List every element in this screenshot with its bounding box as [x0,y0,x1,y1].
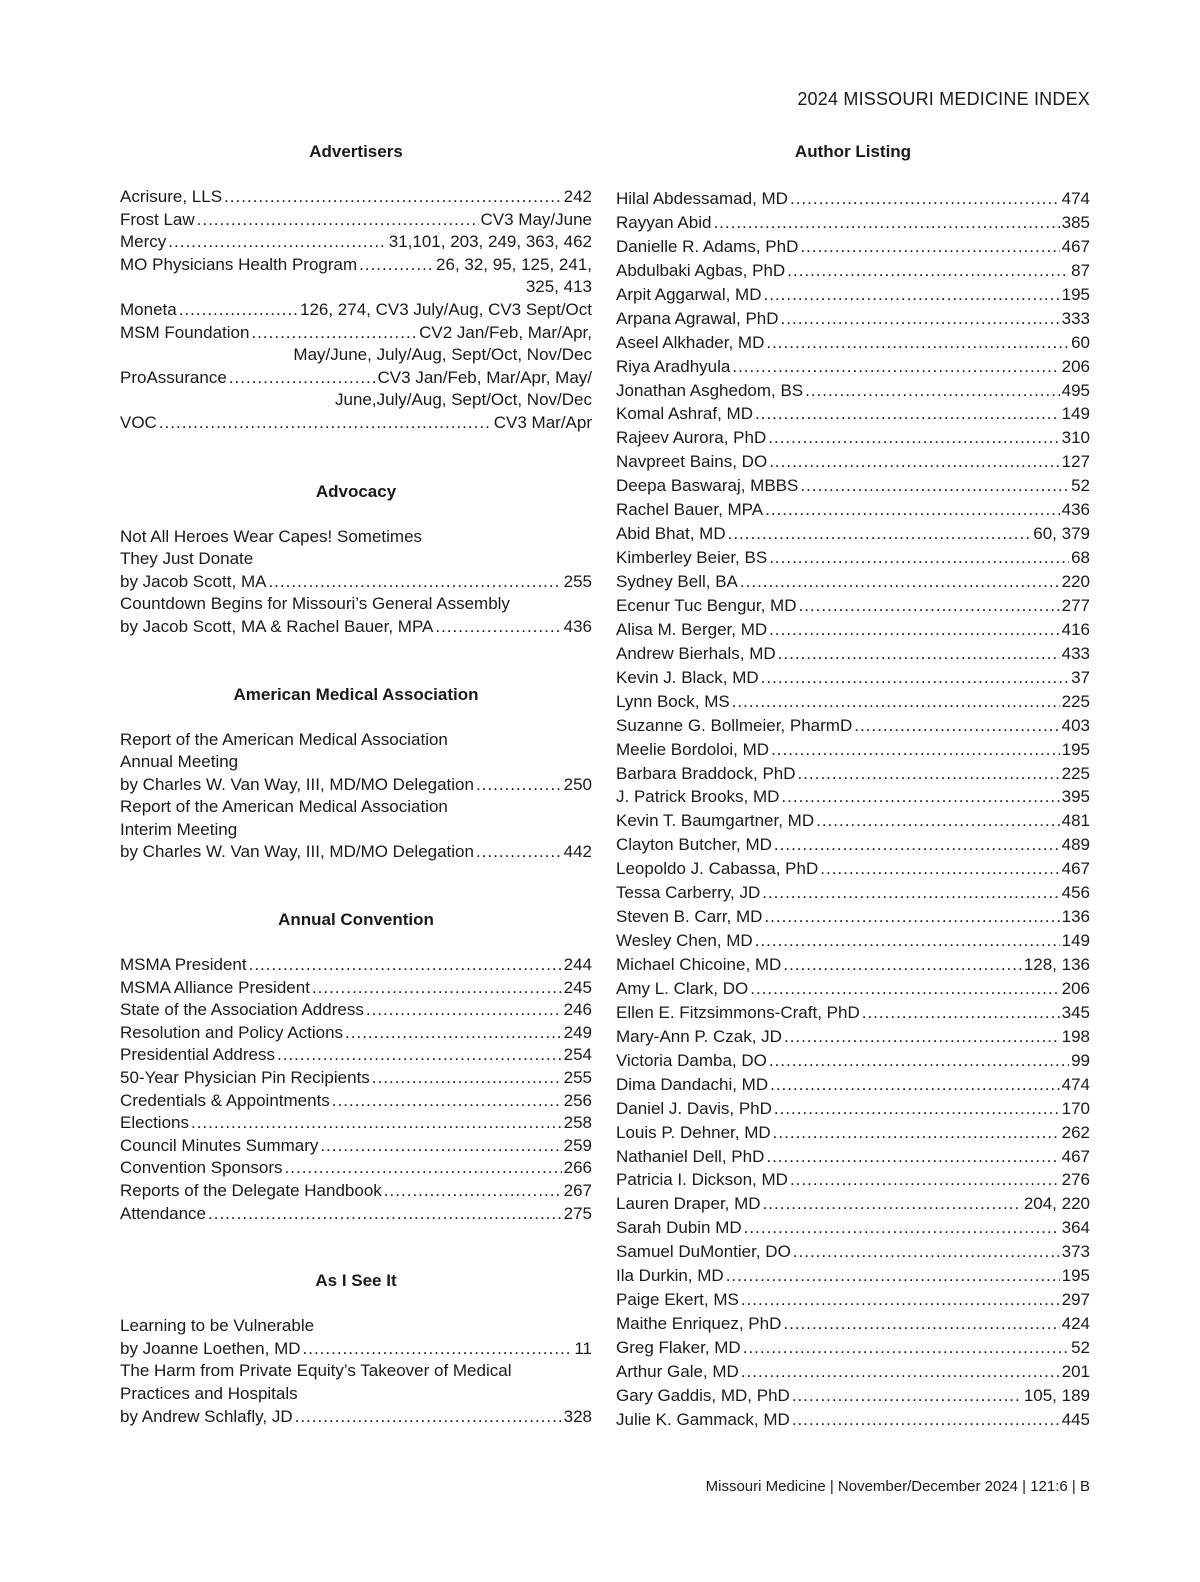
author-page: 433 [1061,643,1090,663]
author-entry [616,187,1090,211]
author-name: Lynn Bock, MS [616,691,730,711]
article-title-line: Report of the American Medical Association [120,797,448,817]
author-name: Daniel J. Davis, PhD [616,1098,772,1118]
list-item: ProAssurance ..... CV3 Jan/Feb, Mar/Apr, May/ [120,367,592,390]
article-byline: by Andrew Schlafly, JD ..... 328 [120,1406,592,1429]
list-item: Attendance ..... 275 [120,1203,592,1226]
article-title-line: The Harm from Private Equity’s Takeover of Medical [120,1361,512,1381]
author-entry [616,1408,1090,1432]
author-name: Rajeev Aurora, PhD [616,428,767,448]
author-entry [616,714,1090,738]
author-page: 204, 220 [1023,1194,1090,1214]
author-page: 474 [1061,1074,1090,1094]
author-name: Deepa Baswaraj, MBBS [616,476,799,496]
author-name: Kimberley Beier, BS [616,548,768,568]
author-name: Sarah Dubin MD [616,1218,742,1238]
author-page: 206 [1061,978,1090,998]
author-name: Samuel DuMontier, DO [616,1242,791,1262]
list-item: MSM Foundation ..... CV2 Jan/Feb, Mar/Apr, [120,322,592,345]
author-page: 495 [1061,380,1090,400]
author-page: 489 [1061,835,1090,855]
author-page: 297 [1061,1290,1090,1310]
author-page: 276 [1061,1170,1090,1190]
advocacy-list [120,526,592,639]
author-entry [616,379,1090,403]
author-name: Lauren Draper, MD [616,1194,761,1214]
author-name: Komal Ashraf, MD [616,404,753,424]
author-entry [616,618,1090,642]
author-name: Clayton Butcher, MD [616,835,772,855]
author-name: Barbara Braddock, PhD [616,763,796,783]
author-entry [616,1336,1090,1360]
author-entry [616,594,1090,618]
author-name: Andrew Bierhals, MD [616,643,776,663]
author-page: 198 [1061,1026,1090,1046]
list-item: Presidential Address ..... 254 [120,1044,592,1067]
author-entry [616,235,1090,259]
author-page: 467 [1061,236,1090,256]
author-page: 127 [1061,452,1090,472]
author-entry [616,833,1090,857]
article-byline: by Charles W. Van Way, III, MD/MO Delegation ..... 442 [120,841,592,864]
author-name: Abid Bhat, MD [616,524,726,544]
author-page: 68 [1071,548,1090,568]
list-item: Credentials & Appointments ..... 256 [120,1090,592,1113]
page-footer: Missouri Medicine | November/December 2024 | 121:6 | B [705,1478,1090,1495]
author-name: Arpana Agrawal, PhD [616,308,779,328]
list-item: Moneta ..... 126, 274, CV3 July/Aug, CV3 Sept/Oct [120,299,592,322]
list-item: Reports of the Delegate Handbook ..... 267 [120,1180,592,1203]
page-header: 2024 MISSOURI MEDICINE INDEX [797,89,1090,109]
author-name: Leopoldo J. Cabassa, PhD [616,859,819,879]
author-name: Gary Gaddis, MD, PhD [616,1385,790,1405]
author-entry [616,1192,1090,1216]
author-entry [616,426,1090,450]
list-item: Elections ..... 258 [120,1112,592,1135]
author-name: Maithe Enriquez, PhD [616,1314,782,1334]
author-entry [616,905,1090,929]
author-page: 201 [1061,1361,1090,1381]
author-page: 37 [1071,667,1090,687]
author-page: 99 [1071,1050,1090,1070]
list-item: Convention Sponsors ..... 266 [120,1157,592,1180]
author-page: 445 [1061,1409,1090,1429]
right-column [616,140,1090,1432]
author-name: Louis P. Dehner, MD [616,1122,771,1142]
author-name: Dima Dandachi, MD [616,1074,769,1094]
author-entry [616,1312,1090,1336]
author-page: 60 [1071,332,1090,352]
author-entry [616,642,1090,666]
author-page: 436 [1061,500,1090,520]
author-page: 467 [1061,859,1090,879]
list-item-continuation: 325, 413 [525,277,592,297]
author-page: 333 [1061,308,1090,328]
author-entry [616,690,1090,714]
author-entry [616,953,1090,977]
author-entry [616,738,1090,762]
author-name: Ila Durkin, MD [616,1266,724,1286]
author-page: 277 [1061,595,1090,615]
section-title-advertisers: Advertisers [309,142,403,161]
author-entry [616,857,1090,881]
author-name: Victoria Damba, DO [616,1050,767,1070]
author-page: 149 [1061,404,1090,424]
author-page: 60, 379 [1033,524,1090,544]
author-name: Michael Chicoine, MD [616,955,782,974]
list-item-continuation: May/June, July/Aug, Sept/Oct, Nov/Dec [293,345,592,365]
article-byline: by Jacob Scott, MA ..... 255 [120,571,592,594]
author-entry [616,570,1090,594]
section-title-ama: American Medical Association [233,684,479,704]
section-title-as-i-see-it: As I See It [315,1271,397,1291]
author-name: Abdulbaki Agbas, PhD [616,260,786,280]
article-title-line: Not All Heroes Wear Capes! Sometimes [120,526,423,546]
author-name: Amy L. Clark, DO [616,978,749,998]
author-name: Rachel Bauer, MPA [616,500,764,520]
author-name: Ecenur Tuc Bengur, MD [616,595,797,615]
list-item: State of the Association Address ..... 246 [120,999,592,1022]
list-item: MSMA President ..... 244 [120,954,592,977]
list-item-continuation: June,July/Aug, Sept/Oct, Nov/Dec [334,390,592,410]
author-page: 195 [1061,284,1090,304]
author-entry [616,1288,1090,1312]
article-title-line: Learning to be Vulnerable [120,1316,315,1336]
author-entry [616,1360,1090,1384]
author-page: 395 [1061,787,1090,807]
section-title-convention: Annual Convention [278,910,434,930]
list-item: VOC ..... CV3 Mar/Apr [120,412,592,435]
author-page: 467 [1061,1146,1090,1166]
author-entry [616,402,1090,426]
author-page: 456 [1061,883,1090,903]
author-page: 136 [1061,907,1090,927]
article-title-line: They Just Donate [120,549,254,569]
ama-list [120,729,592,865]
author-entry [616,283,1090,307]
author-name: Danielle R. Adams, PhD [616,236,799,256]
author-name: Meelie Bordoloi, MD [616,739,770,759]
author-name: Wesley Chen, MD [616,931,753,951]
author-entry [616,809,1090,833]
author-entry [616,929,1090,953]
author-entry [616,522,1090,546]
author-page: 310 [1061,428,1090,448]
author-page: 52 [1071,1338,1090,1357]
author-name: Suzanne G. Bollmeier, PharmD [616,715,853,735]
left-column [120,140,592,1428]
author-name: Kevin T. Baumgartner, MD [616,811,815,831]
author-entry [616,881,1090,905]
author-entry [616,211,1090,235]
author-name: Patricia I. Dickson, MD [616,1170,788,1190]
author-name: Jonathan Asghedom, BS [616,380,804,400]
article-byline: by Charles W. Van Way, III, MD/MO Delegation ..... 250 [120,774,592,797]
author-entry [616,546,1090,570]
author-page: 87 [1071,260,1090,280]
author-entry [616,450,1090,474]
article-title-line: Practices and Hospitals [120,1383,298,1403]
author-name: Ellen E. Fitzsimmons-Craft, PhD [616,1002,860,1022]
author-name: Navpreet Bains, DO [616,452,768,472]
author-entry [616,1097,1090,1121]
author-page: 149 [1061,931,1090,951]
list-item: MO Physicians Health Program ..... 26, 32, 95, 125, 241, [120,254,592,277]
author-page: 206 [1061,356,1090,376]
author-entry [616,1384,1090,1408]
author-name: Alisa M. Berger, MD [616,619,768,639]
author-page: 385 [1061,212,1090,232]
advertisers-list [120,186,592,435]
author-entry [616,498,1090,522]
author-entry [616,474,1090,498]
author-page: 170 [1061,1098,1090,1118]
as-i-see-it-list [120,1315,592,1428]
article-title-line: Countdown Begins for Missouri’s General Assembly [120,594,510,614]
author-name: Arthur Gale, MD [616,1361,739,1381]
author-page: 474 [1061,189,1090,208]
author-entry [616,1121,1090,1145]
list-item: Frost Law ..... CV3 May/June [120,209,592,232]
author-page: 128, 136 [1023,955,1090,974]
author-entry [616,1025,1090,1049]
author-name: Arpit Aggarwal, MD [616,284,762,304]
article-title-line: Annual Meeting [120,752,239,772]
author-entry [616,331,1090,355]
author-name: Riya Aradhyula [616,356,731,376]
author-entry [616,1145,1090,1169]
author-name: Paige Ekert, MS [616,1290,739,1310]
author-entry [616,666,1090,690]
author-name: Sydney Bell, BA [616,572,738,591]
section-title-advocacy: Advocacy [315,481,397,501]
author-page: 262 [1061,1122,1090,1142]
author-name: Nathaniel Dell, PhD [616,1146,765,1166]
author-page: 195 [1061,1266,1090,1286]
list-item: Mercy ..... 31,101, 203, 249, 363, 462 [120,231,592,254]
author-name: Kevin J. Black, MD [616,667,759,687]
author-entry [616,259,1090,283]
author-entry [616,307,1090,331]
author-name: Steven B. Carr, MD [616,907,763,927]
author-page: 195 [1061,739,1090,759]
author-entry [616,1001,1090,1025]
author-page: 225 [1061,763,1090,783]
author-entry [616,977,1090,1001]
author-name: J. Patrick Brooks, MD [616,787,780,807]
author-page: 345 [1061,1002,1090,1022]
author-entry [616,1264,1090,1288]
section-title-author-listing: Author Listing [794,142,912,161]
author-name: Rayyan Abid [616,212,712,232]
article-byline: by Jacob Scott, MA & Rachel Bauer, MPA ..... 436 [120,616,592,639]
author-name: Julie K. Gammack, MD [616,1409,790,1429]
author-entry [616,1216,1090,1240]
author-entry [616,762,1090,786]
author-page: 105, 189 [1023,1385,1090,1405]
author-name: Aseel Alkhader, MD [616,332,765,352]
author-page: 481 [1061,811,1090,831]
author-entry [616,785,1090,809]
author-entry [616,1240,1090,1264]
article-title-line: Interim Meeting [120,819,238,839]
list-item: Council Minutes Summary ..... 259 [120,1135,592,1158]
author-page: 373 [1061,1242,1090,1262]
author-entry [616,355,1090,379]
author-name: Mary-Ann P. Czak, JD [616,1026,782,1046]
author-name: Greg Flaker, MD [616,1338,741,1357]
author-page: 403 [1061,715,1090,735]
author-page: 220 [1061,572,1090,591]
author-page: 416 [1061,619,1090,639]
author-page: 52 [1071,476,1090,496]
article-byline: by Joanne Loethen, MD ..... 11 [120,1338,592,1361]
author-entry [616,1073,1090,1097]
list-item: 50-Year Physician Pin Recipients ..... 255 [120,1067,592,1090]
author-name: Tessa Carberry, JD [616,883,761,903]
list-item: MSMA Alliance President ..... 245 [120,977,592,1000]
author-entry [616,1168,1090,1192]
list-item: Resolution and Policy Actions ..... 249 [120,1022,592,1045]
author-page: 424 [1061,1314,1090,1334]
list-item: Acrisure, LLS ..... 242 [120,186,592,209]
author-entry [616,1049,1090,1073]
author-list [616,187,1090,1432]
article-title-line: Report of the American Medical Association [120,729,448,749]
author-page: 225 [1061,691,1090,711]
convention-list [120,954,592,1225]
author-name: Hilal Abdessamad, MD [616,189,788,208]
author-page: 364 [1061,1218,1090,1238]
